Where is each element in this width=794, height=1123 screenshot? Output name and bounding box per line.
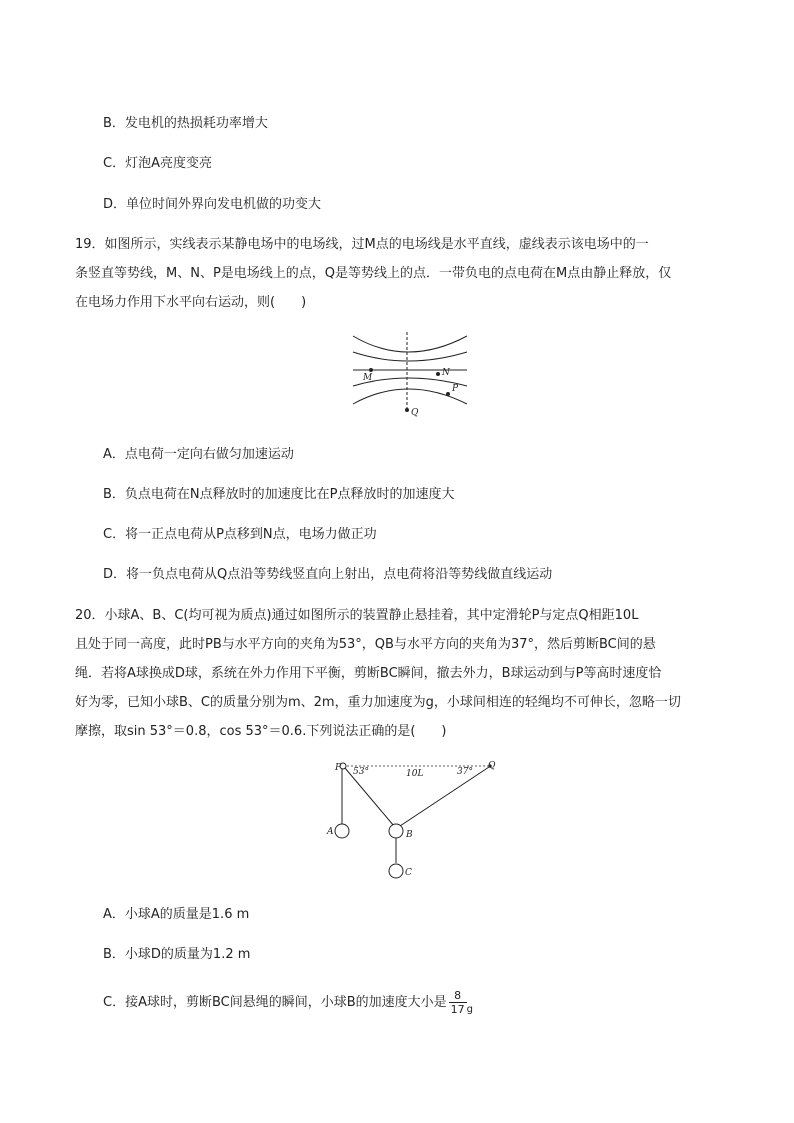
ball-a — [335, 824, 349, 838]
electric-field-figure — [345, 328, 475, 423]
label-q: Q — [411, 408, 419, 418]
q20-line-2: 且处于同一高度，此时PB与水平方向的夹角为53°，QB与水平方向的夹角为37°，然后剪断BC间的悬 — [75, 637, 656, 652]
pulley-figure — [318, 756, 508, 886]
field-line-top — [353, 336, 467, 352]
label-distance: 10L — [406, 769, 424, 779]
label-p: P — [335, 763, 342, 773]
q20-line-1: 20．小球A、B、C(均可视为质点)通过如图所示的装置静止悬挂着，其中定滑轮P与定点Q相距10L — [75, 608, 639, 623]
q20-option-c-unit: g — [466, 1004, 474, 1015]
question-19-stem — [75, 230, 725, 317]
label-c: C — [405, 868, 412, 878]
label-n: N — [442, 368, 450, 378]
question-20-stem — [75, 601, 725, 746]
point-n — [436, 372, 440, 376]
ball-b — [389, 824, 403, 838]
label-p: P — [452, 384, 459, 394]
option-b-prev: B．发电机的热损耗功率增大 — [103, 116, 268, 131]
q20-option-c-text: C．接A球时，剪断BC间悬绳的瞬间，小球B的加速度大小是 — [103, 995, 447, 1010]
label-m: M — [363, 373, 373, 383]
fraction-numerator: 8 — [449, 989, 467, 1003]
option-d-prev: D．单位时间外界向发电机做的功变大 — [103, 197, 322, 212]
field-line-upper — [353, 352, 467, 361]
point-q — [405, 408, 409, 412]
label-b: B — [406, 830, 413, 840]
q19-line-2: 条竖直等势线，M、N、P是电场线上的点，Q是等势线上的点．一带负电的点电荷在M点由静止释放，仅 — [75, 266, 672, 281]
q20-line-4: 好为零，已知小球B、C的质量分别为m、2m，重力加速度为g，小球间相连的轻绳均不可伸长，忽略一切 — [75, 695, 681, 710]
q20-option-a: A．小球A的质量是1.6 m — [103, 907, 250, 922]
q19-option-d: D．将一负点电荷从Q点沿等势线竖直向上射出，点电荷将沿等势线做直线运动 — [103, 567, 553, 582]
q20-option-b: B．小球D的质量为1.2 m — [103, 947, 251, 962]
fraction-8-17 — [449, 989, 467, 1016]
q20-line-3: 绳．若将A球换成D球，系统在外力作用下平衡，剪断BC瞬间，撤去外力，B球运动到与P等高时速度恰 — [75, 666, 662, 681]
q20-option-c — [103, 986, 473, 1027]
label-a: A — [327, 827, 334, 837]
field-line-bottom — [353, 389, 467, 404]
point-m — [369, 368, 373, 372]
option-c-prev: C．灯泡A亮度变亮 — [103, 156, 212, 171]
fraction-denominator: 17 — [450, 1003, 465, 1016]
label-q: Q — [488, 761, 496, 771]
point-p — [446, 392, 450, 396]
q20-line-5: 摩擦，取sin 53°＝0.8，cos 53°＝0.6.下列说法正确的是( ) — [75, 724, 447, 739]
q19-option-b: B．负点电荷在N点释放时的加速度比在P点释放时的加速度大 — [103, 487, 455, 502]
q19-line-1: 19．如图所示，实线表示某静电场中的电场线，过M点的电场线是水平直线，虚线表示该电场中的一 — [75, 237, 649, 252]
q19-option-c: C．将一正点电荷从P点移到N点，电场力做正功 — [103, 527, 377, 542]
ball-c — [389, 864, 403, 878]
label-angle-53: 53° — [353, 767, 369, 777]
q19-option-a: A．点电荷一定向右做匀加速运动 — [103, 447, 294, 462]
q19-line-3: 在电场力作用下水平向右运动，则( ) — [75, 295, 307, 310]
label-angle-37: 37° — [457, 767, 473, 777]
